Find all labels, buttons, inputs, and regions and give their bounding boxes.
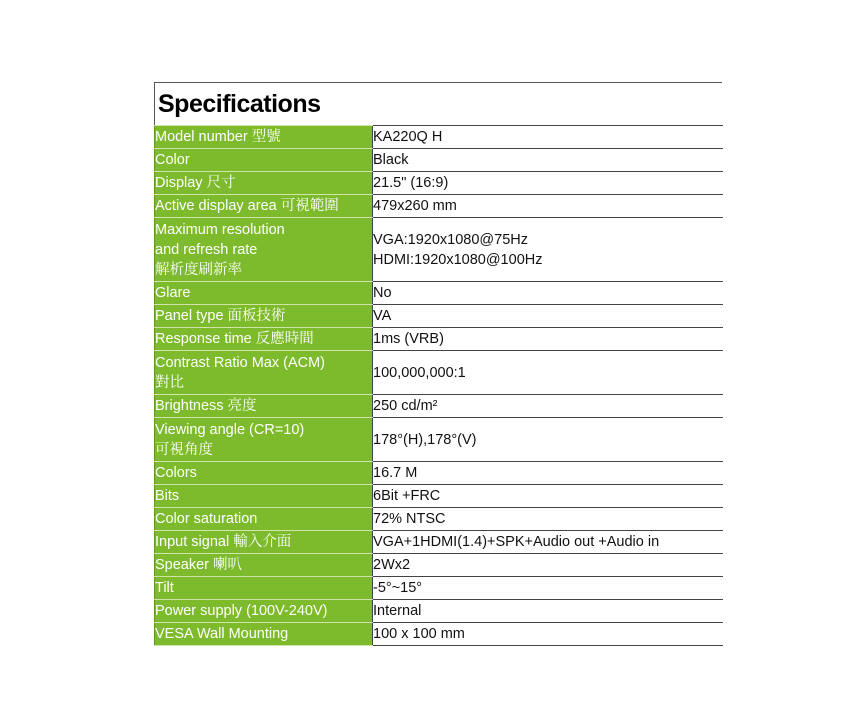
spec-value-cell (373, 172, 723, 195)
spec-value-text: HDMI:1920x1080@100Hz (373, 251, 543, 268)
spec-value-text: 178°(H),178°(V) (373, 431, 477, 448)
spec-value-cell (373, 351, 723, 395)
spec-label-text: Color saturation (155, 511, 258, 527)
spec-value-cell (373, 195, 723, 218)
spec-value-text: 2Wx2 (373, 557, 411, 573)
table-row (155, 328, 723, 351)
spec-value-text: VGA:1920x1080@75Hz (373, 231, 528, 248)
table-row (155, 351, 723, 395)
table-row (155, 600, 723, 623)
spec-label-cell (155, 462, 373, 485)
spec-label-cell (155, 418, 373, 462)
spec-value-cell (373, 600, 723, 623)
spec-label-cell (155, 485, 373, 508)
spec-value-cell (373, 577, 723, 600)
spec-label-cell (155, 328, 373, 351)
table-row (155, 462, 723, 485)
spec-value-cell (373, 623, 723, 646)
table-row (155, 577, 723, 600)
spec-label-cell (155, 351, 373, 395)
spec-value-text: 479x260 mm (373, 198, 457, 214)
spec-value-cell (373, 418, 723, 462)
table-row (155, 126, 723, 149)
spec-value-text: VGA+1HDMI(1.4)+SPK+Audio out +Audio in (373, 534, 660, 550)
spec-value-text: 16.7 M (373, 465, 418, 481)
spec-label-text: Display 尺寸 (155, 175, 236, 191)
spec-sheet (154, 82, 722, 646)
spec-value-cell (373, 554, 723, 577)
spec-value-cell (373, 395, 723, 418)
table-row (155, 485, 723, 508)
spec-value-text: 100 x 100 mm (373, 626, 465, 642)
table-row (155, 508, 723, 531)
spec-value-text: 250 cd/m² (373, 398, 438, 414)
spec-value-text: VA (373, 308, 392, 324)
spec-label-cell (155, 508, 373, 531)
spec-value-text: No (373, 285, 392, 301)
spec-label-cell (155, 282, 373, 305)
spec-label-text: Glare (155, 285, 191, 301)
spec-value-cell (373, 485, 723, 508)
spec-value-text: Black (373, 152, 409, 168)
spec-label-text: Active display area 可視範圍 (155, 198, 339, 214)
table-row (155, 554, 723, 577)
spec-label-text: 對比 (155, 374, 184, 391)
spec-value-cell (373, 218, 723, 282)
spec-table (154, 125, 723, 646)
spec-value-text: 1ms (VRB) (373, 331, 444, 347)
spec-value-cell (373, 282, 723, 305)
spec-label-text: Colors (155, 465, 197, 481)
spec-label-cell (155, 531, 373, 554)
spec-label-text: VESA Wall Mounting (155, 626, 289, 642)
spec-value-text: KA220Q H (373, 129, 443, 145)
spec-label-text: 解析度刷新率 (155, 261, 242, 278)
table-row (155, 149, 723, 172)
table-row (155, 282, 723, 305)
spec-label-text: Contrast Ratio Max (ACM) (155, 354, 326, 371)
spec-label-text: Maximum resolution (155, 221, 285, 238)
spec-value-cell (373, 149, 723, 172)
spec-value-cell (373, 328, 723, 351)
spec-value-text: 100,000,000:1 (373, 364, 466, 381)
spec-label-text: Panel type 面板技術 (155, 308, 286, 324)
spec-value-text: 6Bit +FRC (373, 488, 441, 504)
spec-label-cell (155, 395, 373, 418)
table-row (155, 305, 723, 328)
spec-label-text: Speaker 喇叭 (155, 557, 243, 573)
table-row (155, 218, 723, 282)
table-row (155, 195, 723, 218)
spec-value-cell (373, 126, 723, 149)
spec-label-text: Response time 反應時間 (155, 331, 314, 347)
spec-value-cell (373, 462, 723, 485)
table-row (155, 531, 723, 554)
spec-value-text: -5°~15° (373, 580, 423, 596)
spec-label-text: Color (155, 152, 190, 168)
spec-label-cell (155, 218, 373, 282)
spec-label-text: Bits (155, 488, 180, 504)
spec-label-text: Model number 型號 (155, 129, 281, 145)
page-title: Specifications (154, 82, 722, 125)
spec-label-text: Tilt (155, 580, 174, 596)
spec-label-text: 可視角度 (155, 441, 213, 458)
spec-value-cell (373, 305, 723, 328)
table-row (155, 395, 723, 418)
spec-label-cell (155, 305, 373, 328)
spec-value-cell (373, 508, 723, 531)
table-row (155, 623, 723, 646)
spec-label-cell (155, 623, 373, 646)
spec-label-cell (155, 149, 373, 172)
spec-label-cell (155, 172, 373, 195)
spec-label-cell (155, 600, 373, 623)
spec-value-text: Internal (373, 603, 422, 619)
spec-label-cell (155, 577, 373, 600)
spec-value-text: 72% NTSC (373, 511, 446, 527)
spec-label-cell (155, 195, 373, 218)
spec-label-cell (155, 126, 373, 149)
table-row (155, 418, 723, 462)
spec-label-text: Viewing angle (CR=10) (155, 421, 305, 438)
table-row (155, 172, 723, 195)
spec-label-text: and refresh rate (155, 241, 258, 258)
spec-label-cell (155, 554, 373, 577)
spec-label-text: Input signal 輸入介面 (155, 534, 292, 550)
spec-label-text: Power supply (100V-240V) (155, 603, 328, 619)
spec-value-cell (373, 531, 723, 554)
spec-label-text: Brightness 亮度 (155, 398, 257, 414)
spec-value-text: 21.5" (16:9) (373, 175, 449, 191)
